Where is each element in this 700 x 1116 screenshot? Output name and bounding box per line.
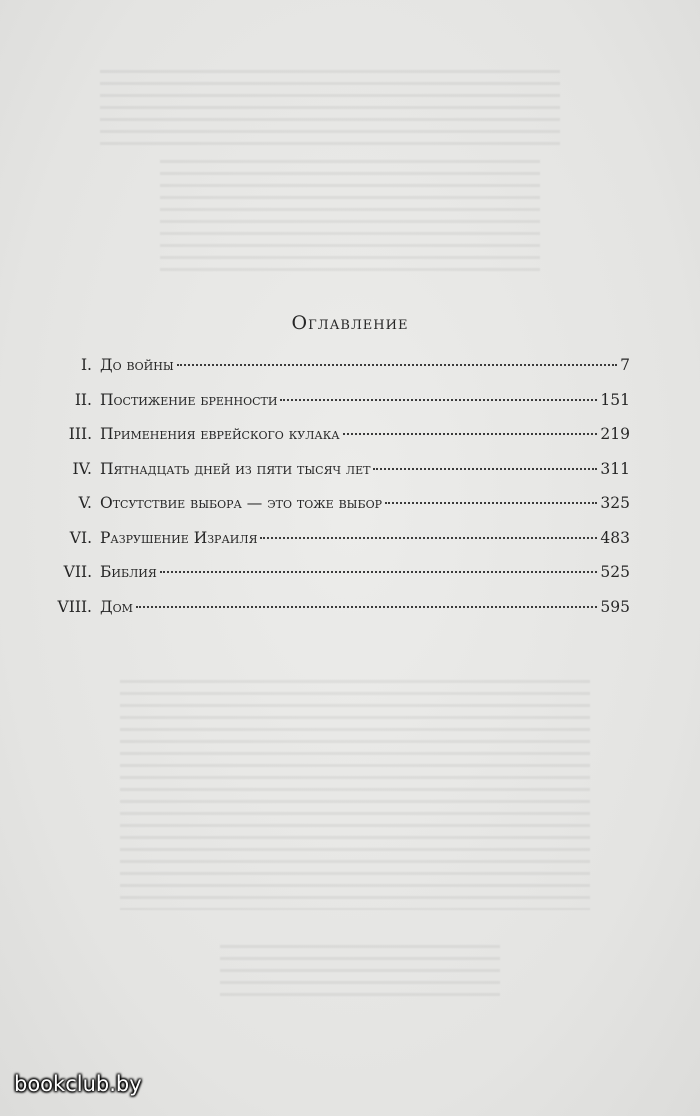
page-number: 219: [600, 425, 630, 443]
toc-entry: [40, 494, 630, 529]
chapter-title: До войны: [100, 356, 174, 374]
page-number: 325: [600, 494, 630, 512]
toc-entry: [40, 356, 630, 391]
chapter-title: Разрушение Израиля: [100, 528, 258, 547]
watermark-text: bookclub.by: [14, 1072, 142, 1096]
toc-entry: [40, 460, 630, 495]
page-number: 525: [600, 563, 630, 581]
chapter-title: Пятнадцать дней из пяти тысяч лет: [100, 459, 371, 478]
page-number: 595: [600, 597, 630, 616]
bleed-through-text: [220, 945, 500, 1005]
dot-leader: [260, 537, 597, 539]
chapter-number: I.: [80, 356, 92, 374]
chapter-number: IV.: [72, 459, 92, 478]
toc-entry: [40, 563, 630, 598]
dot-leader: [373, 468, 597, 470]
chapter-number: VIII.: [57, 597, 92, 616]
bleed-through-text: [100, 70, 560, 148]
toc-entry: [40, 529, 630, 564]
toc-title: Оглавление: [291, 312, 409, 334]
chapter-title: Библия: [100, 563, 157, 581]
chapter-title: Постижение бренности: [100, 390, 278, 409]
chapter-number: VI.: [69, 528, 92, 547]
dot-leader: [343, 433, 598, 435]
toc-entry: [40, 598, 630, 633]
chapter-number: II.: [74, 390, 92, 409]
chapter-title: Отсутствие выбора — это тоже выбор: [100, 494, 383, 512]
dot-leader: [177, 364, 617, 366]
dot-leader: [136, 606, 598, 608]
chapter-number: VII.: [63, 563, 92, 581]
toc-entry: [40, 391, 630, 426]
table-of-contents: [40, 356, 630, 632]
bleed-through-text: [160, 160, 540, 280]
page-number: 483: [600, 528, 630, 547]
chapter-number: III.: [68, 425, 92, 443]
dot-leader: [160, 571, 598, 573]
chapter-title: Применения еврейского кулака: [100, 425, 340, 443]
page-number: 151: [600, 390, 630, 409]
bleed-through-text: [120, 680, 590, 910]
dot-leader: [280, 399, 597, 401]
dot-leader: [385, 502, 597, 504]
page-number: 311: [600, 459, 630, 478]
chapter-title: Дом: [100, 597, 133, 616]
chapter-number: V.: [78, 494, 92, 512]
toc-entry: [40, 425, 630, 460]
page-number: 7: [620, 356, 630, 374]
